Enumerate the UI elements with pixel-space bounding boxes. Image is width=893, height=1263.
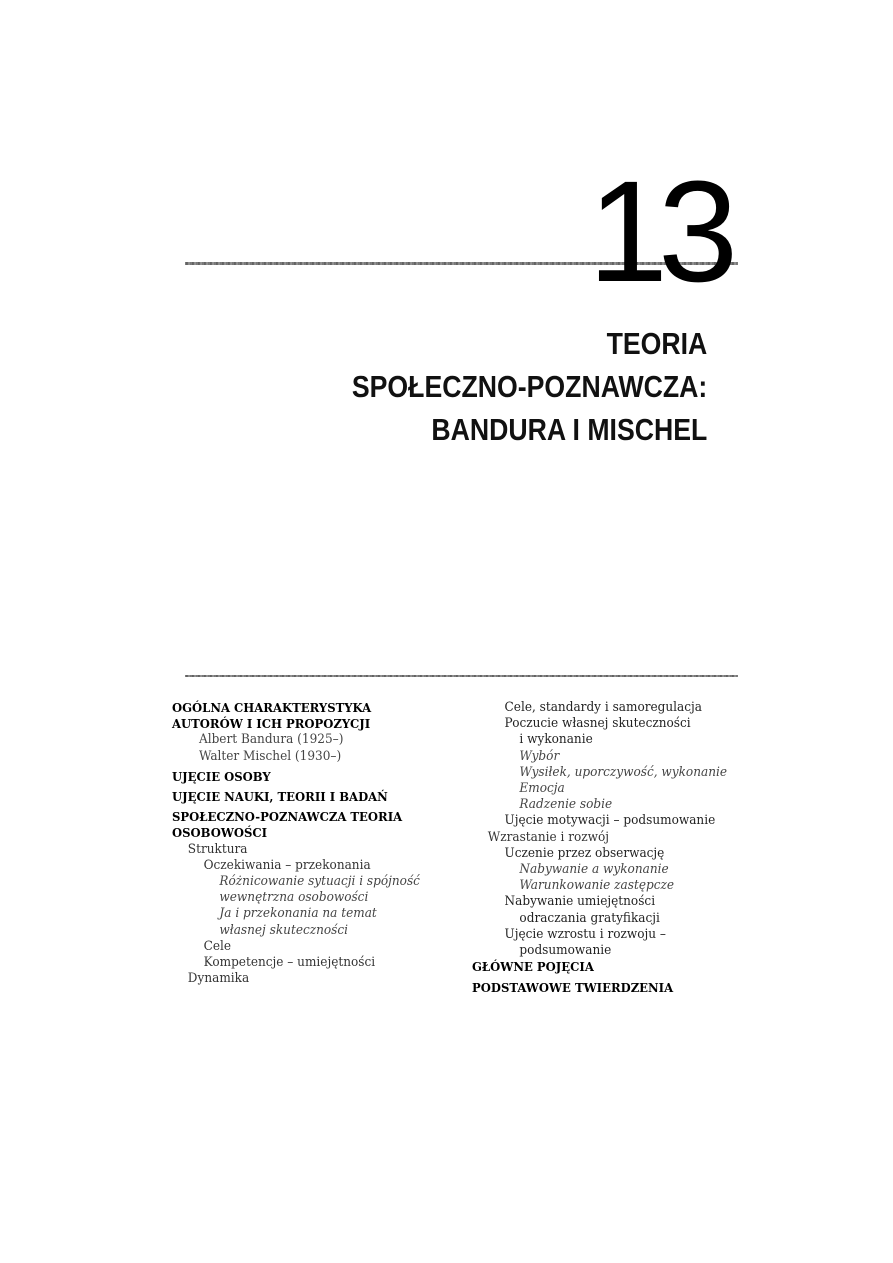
chapter-title-line: TEORIA [606,326,707,361]
toc-subheading: Wzrastanie i rozwój [487,829,610,845]
toc-heading: UJĘCIE NAUKI, TEORII I BADAŃ [172,789,388,805]
toc-heading: PODSTAWOWE TWIERDZENIA [472,980,674,996]
toc-item: Oczekiwania – przekonania [203,857,371,873]
toc-item: Kompetencje – umiejętności [203,955,376,971]
toc-heading: GŁÓWNE POJĘCIA [472,959,594,975]
toc-rule [185,675,738,677]
toc-subheading: Struktura [187,841,248,857]
toc-item: Różnicowanie sytuacji i spójność [219,874,420,890]
toc-item: i wykonanie [519,732,593,748]
toc-item: Ja i przekonania na temat [219,906,377,922]
toc-item: wewnętrzna osobowości [219,890,369,906]
toc-item: odraczania gratyfikacji [519,910,660,926]
toc-right-column [472,700,752,997]
toc-item: Ujęcie motywacji – podsumowanie [504,813,716,829]
toc-item: podsumowanie [519,943,612,959]
toc-item: własnej skuteczności [219,922,349,938]
toc-left-column [172,700,462,987]
chapter-title-line: BANDURA I MISCHEL [431,412,707,447]
toc-item: Wysiłek, uporczywość, wykonanie [519,764,728,780]
toc-subheading: Albert Bandura (1925–) [198,732,344,748]
chapter-title [352,322,707,451]
toc-subheading: Dynamika [187,971,250,987]
toc-item: Wybór [519,748,560,764]
toc-item: Nabywanie a wykonanie [519,862,669,878]
toc-item: Cele [203,938,232,954]
toc-item: Cele, standardy i samoregulacja [504,700,703,715]
toc-item: Emocja [519,781,565,797]
toc-item: Nabywanie umiejętności [504,894,656,910]
toc-subheading: Walter Mischel (1930–) [198,748,342,764]
toc-heading: OGÓLNA CHARAKTERYSTYKA [172,700,372,715]
toc-item: Ujęcie wzrostu i rozwoju – [504,926,666,942]
chapter-number: 13 [588,151,729,312]
toc-heading: SPOŁECZNO-POZNAWCZA TEORIA [172,809,403,825]
toc-heading: AUTORÓW I ICH PROPOZYCJI [172,716,371,732]
toc-item: Poczucie własnej skuteczności [504,716,691,732]
toc-heading: OSOBOWOŚCI [172,825,268,841]
chapter-title-line: SPOŁECZNO-POZNAWCZA: [351,369,707,404]
toc-item: Uczenie przez obserwację [504,845,665,861]
toc-item: Radzenie sobie [519,797,613,813]
toc-heading: UJĘCIE OSOBY [172,768,271,784]
toc-item: Warunkowanie zastępcze [519,878,675,894]
